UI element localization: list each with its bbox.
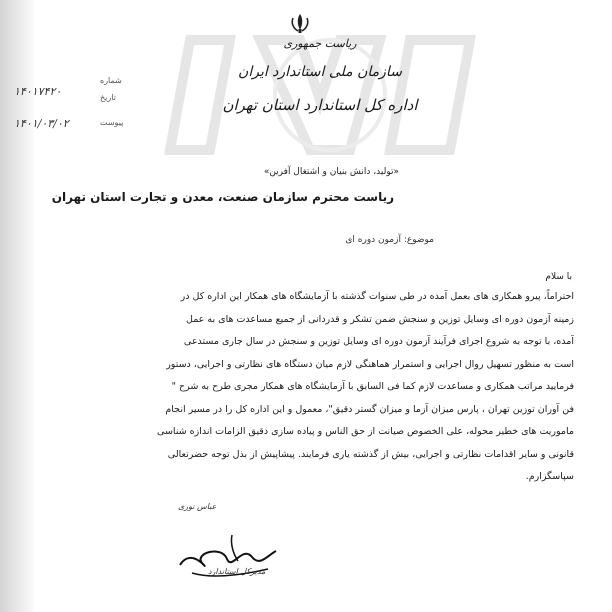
signatory-title: مدیرکل استاندارد xyxy=(208,567,266,576)
body-line: قانونی و سایر اقدامات نظارتی و اجرایی، بیش از گذشته یاری فرمایند. پیشاپیش از بذل توجه حضرتعالی xyxy=(167,448,574,460)
letter-body xyxy=(36,286,574,489)
body-line: احتراماً، پیرو همکاری های بعمل آمده در طی سنوات گذشته با آزمایشگاه های همکار این اداره کل در xyxy=(180,291,574,302)
number-label: شماره xyxy=(100,76,122,85)
letterhead-line1: ریاست جمهوری xyxy=(283,37,357,50)
date-label: تاریخ xyxy=(100,93,116,102)
subject-line: موضوع: آزمون دوره ای xyxy=(345,235,434,245)
body-line: آمده، با توجه به شروع اجرای فرآیند آزمون دوره ای وسایل توزین و سنجش در سال جاری مستدعی xyxy=(183,336,574,347)
body-line: سپاسگزارم. xyxy=(525,471,574,482)
letterhead-line3: اداره کل استاندارد استان تهران xyxy=(222,96,418,114)
letterhead-line2: سازمان ملی استاندارد ایران xyxy=(238,64,402,80)
body-line: زمینه آزمون دوره ای وسایل توزین و سنجش ضمن تشکر و قدردانی از جمیع مساعدت های به عمل xyxy=(186,313,574,325)
slogan: «تولید، دانش بنیان و اشتغال آفرین» xyxy=(263,167,399,177)
greeting: با سلام xyxy=(545,272,572,282)
body-line: ماموریت های خطیر محوله، علی الخصوص صیانت از حق الناس و پیاده سازی دقیق الزامات اندازه شناسی xyxy=(157,426,574,437)
attachment-label: پیوست xyxy=(100,118,124,127)
emblem-icon xyxy=(288,12,312,34)
recipient: ریاست محترم سازمان صنعت، معدن و تجارت استان تهران xyxy=(51,190,394,204)
body-line: فرمایید مراتب همکاری و مساعدت لازم کما فی السابق با آزمایشگاه های همکار مجری طرح به شرح " xyxy=(171,381,574,392)
body-line: فن آوران توزین تهران ، پارس میزان آزما و میزان گستر دقیق"، معمول و این اداره کل را در مسیر انجام xyxy=(165,403,574,415)
letter-date: ۱۴۰۱/۰۳/۰۲ xyxy=(14,117,69,130)
letter-number: ۱۴۰۱۷۴۲۰ xyxy=(14,85,62,98)
body-line: است به منظور تسهیل روال اجرایی و استمرار هماهنگی لازم میان دستگاه های نظارتی و اجرایی، دستور xyxy=(166,358,574,370)
signatory-name: عباس نوری xyxy=(178,502,217,511)
